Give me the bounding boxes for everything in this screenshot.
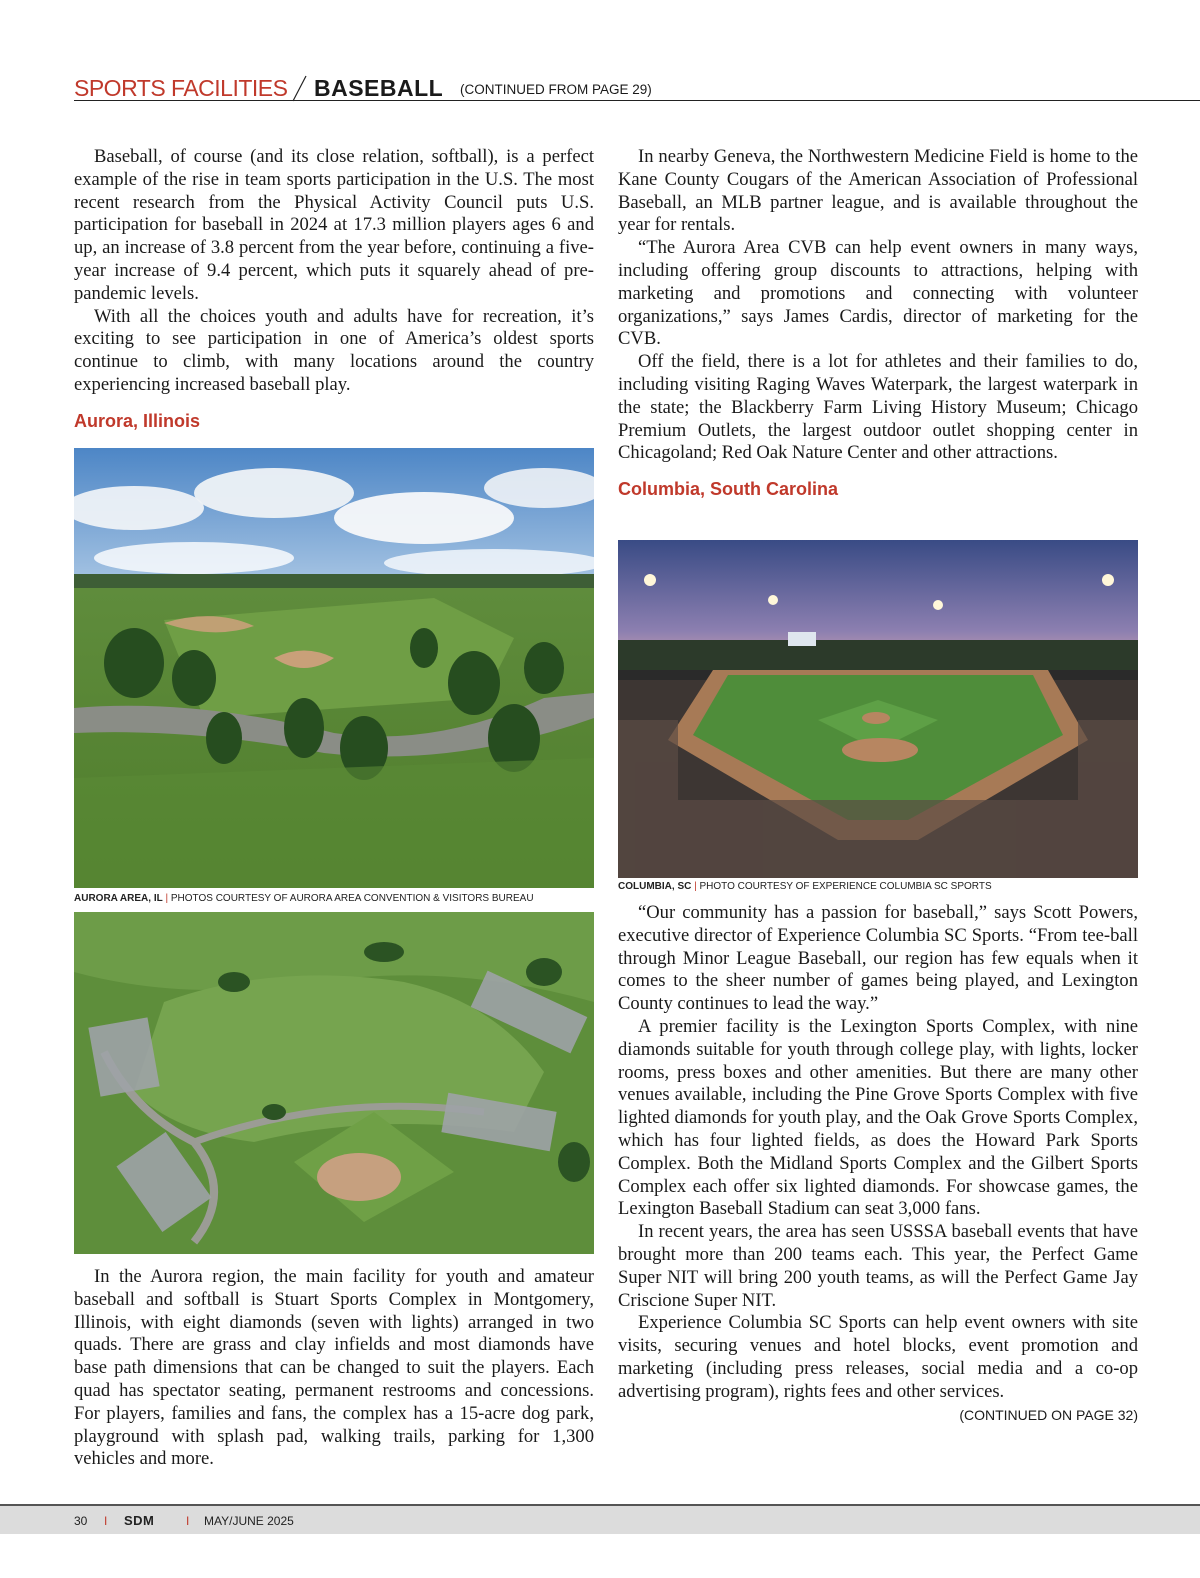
columbia-caption-location: COLUMBIA, SC xyxy=(618,881,692,892)
left-column-lower xyxy=(74,1266,594,1471)
issue-date: MAY/JUNE 2025 xyxy=(204,1514,294,1528)
aurora-photo-aerial xyxy=(74,912,594,1254)
columbia-paragraph-1: “Our community has a passion for baseball,” says Scott Powers, executive director of Experience Columbia SC Sports. “From tee-ball through Minor League Baseball, our region has few equals when it comes to the sheer number of games being played, and Lexington County continues to lead the way.” xyxy=(618,902,1138,1015)
aurora-fields-image xyxy=(74,912,594,1254)
footer-separator-1: I xyxy=(104,1514,108,1528)
page-header xyxy=(74,74,1200,104)
page-footer xyxy=(0,1504,1200,1534)
columbia-caption-credit: PHOTO COURTESY OF EXPERIENCE COLUMBIA SC SPORTS xyxy=(699,881,992,892)
section-label: SPORTS FACILITIES xyxy=(74,75,288,101)
topic-label: BASEBALL xyxy=(314,75,444,101)
magazine-brand: SDM xyxy=(124,1513,155,1528)
aurora-caption-separator: | xyxy=(165,893,169,904)
page-number: 30 xyxy=(74,1514,88,1528)
continued-from: (CONTINUED FROM PAGE 29) xyxy=(460,82,652,97)
aurora-caption-location: AURORA AREA, IL xyxy=(74,893,163,904)
aurora-paragraph-3: “The Aurora Area CVB can help event owners in many ways, including offering group discounts to attractions, helping with marketing and promotions and connecting with volunteer organizations,” says James Cardis, director of marketing for the CVB. xyxy=(618,237,1138,350)
columbia-paragraph-4 xyxy=(618,1312,1138,1423)
columbia-caption xyxy=(618,880,992,894)
aurora-paragraph-1: In the Aurora region, the main facility for youth and amateur baseball and softball is Stuart Sports Complex in Montgomery, Illinois, with eight diamonds (seven with lights) arranged in two quads. There are grass and clay infields and most diamonds have base path dimensions that can be changed to suit the players. Each quad has spectator seating, permanent restrooms and concessions. For players, families and fans, the complex has a 15-acre dog park, playground with splash pad, walking trails, parking for 1,300 vehicles and more. xyxy=(74,1266,594,1470)
columbia-paragraph-3: In recent years, the area has seen USSSA baseball events that have brought more than 200 teams each. This year, the Perfect Game Super NIT will bring 200 youth teams, as will the Perfect Game Jay Criscione Super NIT. xyxy=(618,1221,1138,1311)
columbia-stadium-image xyxy=(618,540,1138,878)
left-column xyxy=(74,146,594,433)
intro-paragraph-2: With all the choices youth and adults have for recreation, it’s exciting to see participation in one of America’s oldest sports continue to climb, with many locations around the country experiencing increased baseball play. xyxy=(74,305,594,395)
right-column xyxy=(618,146,1138,501)
right-column-lower xyxy=(618,902,1138,1426)
columbia-paragraph-4-text: Experience Columbia SC Sports can help event owners with site visits, securing venues and hotel blocks, event promotion and marketing (including press releases, social media and a co-op advertising program), rights fees and other services. xyxy=(618,1312,1138,1402)
columbia-heading: Columbia, South Carolina xyxy=(618,479,839,500)
aurora-heading: Aurora, Illinois xyxy=(74,410,201,431)
aurora-caption xyxy=(74,892,534,906)
aurora-caption-credit: PHOTOS COURTESY OF AURORA AREA CONVENTION & VISITORS BUREAU xyxy=(170,893,534,904)
footer-separator-2: I xyxy=(186,1514,190,1528)
aurora-photo-complex xyxy=(74,448,594,888)
columbia-caption-separator: | xyxy=(694,881,697,892)
aurora-paragraph-4: Off the field, there is a lot for athletes and their families to do, including visiting Raging Waves Waterpark, the largest waterpark in the state; the Blackberry Farm Living History Museum; Chicago Premium Outlets, the largest outdoor outlet shopping center in Chicagoland; Red Oak Nature Center and other attractions. xyxy=(618,351,1138,464)
intro-paragraph-1: Baseball, of course (and its close relation, softball), is a perfect example of the rise in team sports participation in the U.S. The most recent research from the Physical Activity Council puts U.S. participation for baseball in 2024 at 17.3 million players ages 6 and up, an increase of 3.8 percent from the year before, continuing a five-year increase of 9.4 percent, which puts it squarely ahead of pre-pandemic levels. xyxy=(74,146,594,304)
continued-on: (CONTINUED ON PAGE 32) xyxy=(959,1406,1138,1423)
header-slash xyxy=(290,74,308,102)
aurora-aerial-image xyxy=(74,448,594,888)
columbia-photo-stadium xyxy=(618,540,1138,878)
columbia-paragraph-2: A premier facility is the Lexington Sports Complex, with nine diamonds suitable for youth through college play, with lights, locker rooms, press boxes and other amenities. But there are many other venues available, including the Pine Grove Sports Complex with five lighted diamonds for youth play, and the Oak Grove Sports Complex, which has four lighted fields, as does the Howard Park Sports Complex. Both the Midland Sports Complex and the Gilbert Sports Complex each offer six lighted diamonds. For showcase games, the Lexington Baseball Stadium can seat 3,000 fans. xyxy=(618,1015,1138,1220)
aurora-paragraph-2: In nearby Geneva, the Northwestern Medicine Field is home to the Kane County Cougars of the American Association of Professional Baseball, an MLB partner league, and is available throughout the year for rentals. xyxy=(618,146,1138,236)
